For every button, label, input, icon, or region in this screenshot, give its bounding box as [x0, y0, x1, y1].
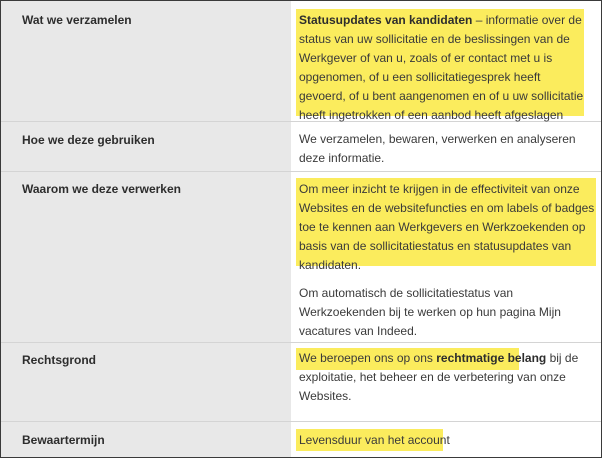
row-value-text: We verzamelen, bewaren, verwerken en analyseren deze informatie. [299, 132, 576, 165]
row-value-cell [291, 172, 601, 342]
row-value-paragraph-2: Om automatisch de sollicitatiestatus van Werkzoekenden bij te werken op hun pagina Mijn vacatures van Indeed. [299, 286, 561, 338]
row-label: Rechtsgrond [22, 353, 97, 367]
row-label-cell [1, 343, 291, 421]
row-value-paragraph-1: Om meer inzicht te krijgen in de effectiviteit van onze Websites en de websitefuncties en om labels of badges toe te kennen aan Werkgevers en Werkzoekenden op basis van de sollicitatiestatus en statusupdates van kandidaten. [299, 182, 595, 272]
table-row [1, 422, 601, 458]
row-value-cell [291, 422, 601, 458]
row-label-cell [1, 422, 291, 458]
table-row [1, 122, 601, 172]
row-label-cell [1, 172, 291, 342]
row-label-cell [1, 1, 291, 121]
row-value-text [299, 11, 587, 125]
row-label: Bewaartermijn [22, 433, 105, 447]
row-value-text: Levensduur van het account [299, 433, 450, 447]
value-prefix-text: We beroepen ons op ons [299, 351, 437, 365]
value-bold-text: Statusupdates van kandidaten [299, 13, 473, 27]
row-value-cell [291, 343, 601, 421]
table-row [1, 172, 601, 343]
row-label-cell [1, 122, 291, 171]
row-value-cell [291, 122, 601, 171]
row-value-text [299, 349, 595, 406]
value-rest-text: – informatie over de status van uw sollicitatie en de beslissingen van de Werkgever of van u, zoals of er contact met u is opgenomen, of u een sollicitatiegesprek heeft gevoerd, of u bent aangenomen en of u uw sollicitatie heeft ingetrokken of een aanbod heeft afgeslagen [299, 13, 584, 122]
table-row [1, 343, 601, 422]
row-label: Hoe we deze gebruiken [22, 133, 155, 147]
row-label: Waarom we deze verwerken [22, 182, 181, 196]
value-bold-text: rechtmatige belang [436, 351, 547, 365]
value-rest-text: bij de exploitatie, het beheer en de verbetering van onze Websites. [299, 351, 579, 403]
table-row [1, 1, 601, 122]
row-label: Wat we verzamelen [22, 13, 132, 27]
row-value-cell [291, 1, 601, 121]
